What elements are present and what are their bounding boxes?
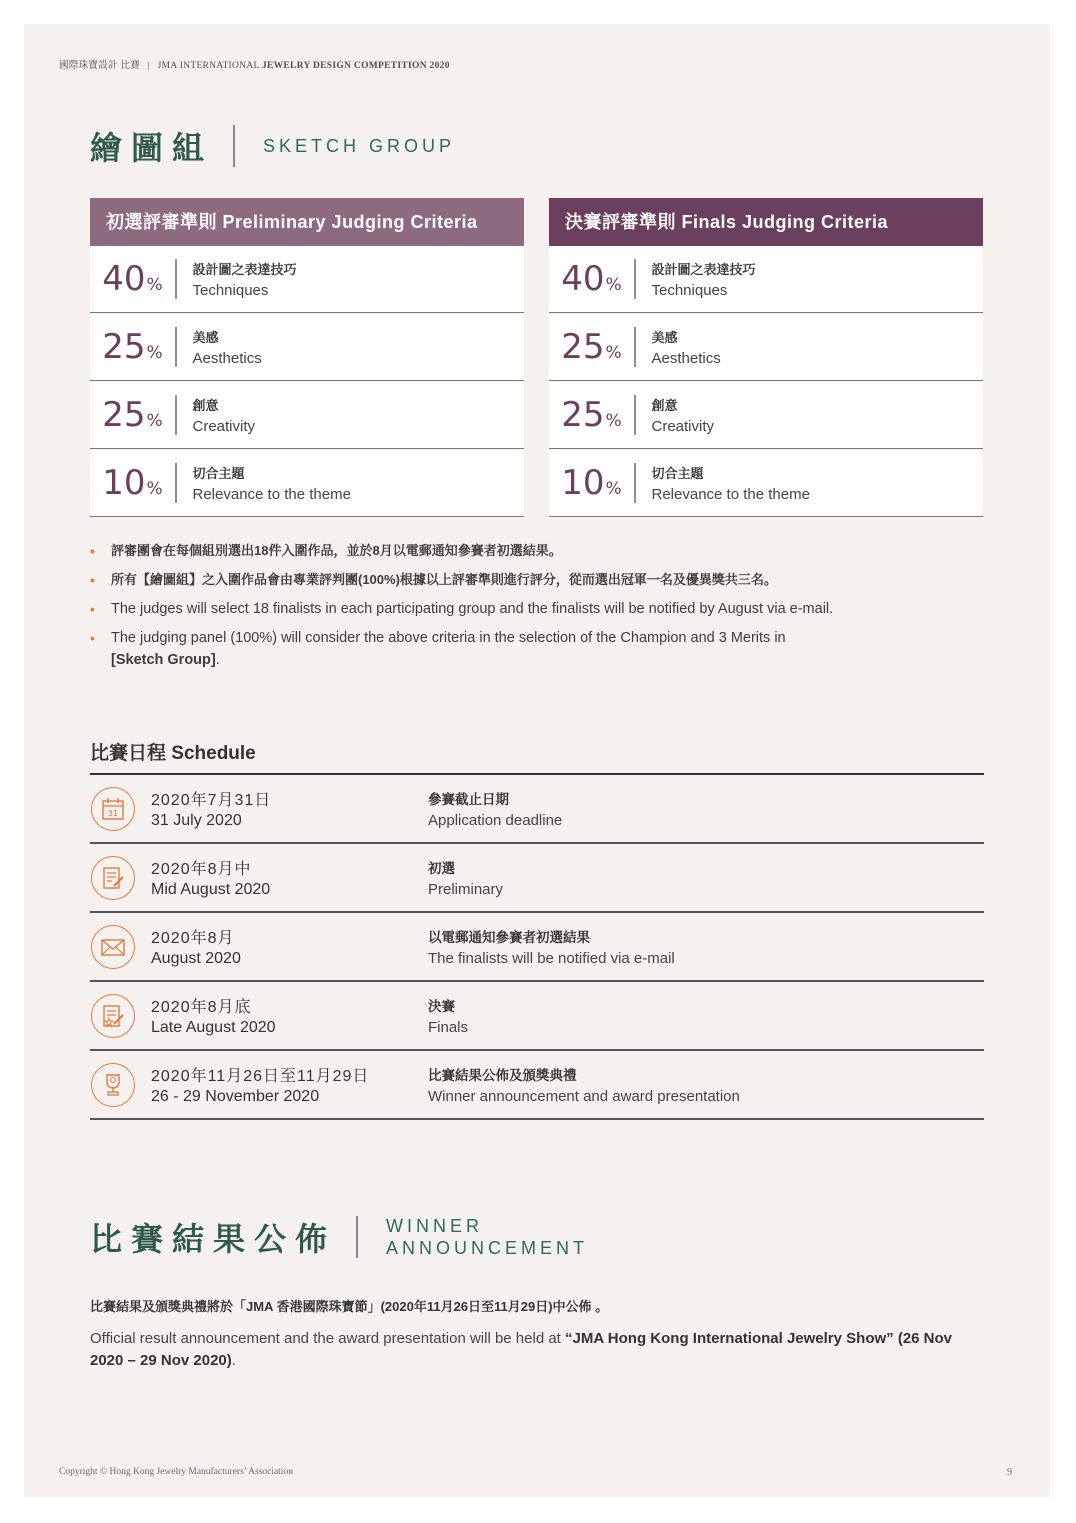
page-number: 9 — [1007, 1467, 1012, 1478]
header-zh: 國際珠寶設計 比賽 — [59, 61, 141, 71]
criteria-label-zh: 創意 — [192, 398, 219, 413]
schedule-title: 比賽日程 Schedule — [90, 743, 256, 764]
criteria-percent — [90, 327, 175, 367]
header-title: JEWELRY DESIGN COMPETITION 2020 — [261, 61, 450, 71]
title-divider — [356, 1216, 358, 1258]
schedule-table — [90, 773, 984, 1120]
judging-notes — [90, 540, 970, 678]
criteria-label-en: Aesthetics — [651, 350, 721, 367]
percent-sign: % — [605, 275, 622, 295]
criteria-label-zh: 設計圖之表達技巧 — [651, 262, 756, 277]
criteria-percent — [90, 463, 175, 503]
schedule-row — [90, 1051, 984, 1120]
finals-criteria-table — [549, 198, 983, 517]
percent-sign: % — [605, 343, 622, 363]
calendar-icon — [91, 787, 135, 831]
criteria-percent — [549, 395, 634, 435]
winner-text-en-pre: Official result announcement and the award presentation will be held at — [90, 1330, 566, 1347]
criteria-percent — [90, 395, 175, 435]
percent-sign: % — [146, 479, 163, 499]
criteria-label-en: Creativity — [651, 418, 715, 435]
sketch-title-zh: 繪圖組 — [90, 129, 214, 167]
note-item: • 評審團會在每個組別選出18件入圍作品，並於8月以電郵通知參賽者初選結果。 — [90, 540, 970, 562]
calendar-day: 31 — [107, 808, 119, 818]
percent-sign: % — [146, 411, 163, 431]
criteria-label-en: Techniques — [651, 282, 728, 299]
copyright-footer: Copyright © Hong Kong Jewelry Manufacturers’ Association — [59, 1467, 293, 1477]
desc-zh: 以電郵通知參賽者初選結果 — [428, 930, 590, 945]
percent-value: 25 — [102, 395, 146, 435]
row-divider — [175, 259, 177, 299]
date-zh: 2020年8月 — [151, 930, 235, 947]
criteria-label-en: Creativity — [192, 418, 256, 435]
percent-sign: % — [146, 275, 163, 295]
note-item: • The judges will select 18 finalists in each participating group and the finalists will be notified by August via e-mail. — [90, 598, 970, 620]
trophy-icon — [91, 1063, 135, 1107]
header-org: JMA INTERNATIONAL — [157, 61, 260, 71]
row-divider — [634, 463, 636, 503]
desc-en: Winner announcement and award presentation — [428, 1088, 740, 1105]
criteria-label-en: Techniques — [192, 282, 269, 299]
desc-zh: 決賽 — [428, 999, 455, 1014]
percent-value: 25 — [561, 395, 605, 435]
date-en: 26 - 29 November 2020 — [151, 1088, 320, 1105]
date-en: 31 July 2020 — [151, 812, 242, 829]
title-divider — [233, 125, 235, 167]
criteria-label-en: Aesthetics — [192, 350, 262, 367]
criteria-row — [549, 382, 983, 449]
winner-title-en-line2: ANNOUNCEMENT — [386, 1238, 589, 1258]
criteria-label-en: Relevance to the theme — [651, 486, 810, 503]
date-en: Mid August 2020 — [151, 881, 271, 898]
date-en: August 2020 — [151, 950, 241, 967]
date-zh: 2020年8月底 — [151, 999, 252, 1016]
row-divider — [175, 395, 177, 435]
date-en: Late August 2020 — [151, 1019, 276, 1036]
desc-en: Finals — [428, 1019, 469, 1036]
sketch-group-title — [90, 123, 455, 169]
desc-zh: 初選 — [428, 861, 455, 876]
percent-value: 25 — [102, 327, 146, 367]
header-separator: | — [147, 61, 150, 71]
winner-title-en — [386, 1215, 588, 1259]
criteria-row — [90, 246, 524, 313]
schedule-row — [90, 982, 984, 1051]
winner-title-zh: 比賽結果公佈 — [90, 1220, 337, 1258]
criteria-percent — [549, 463, 634, 503]
row-divider — [634, 327, 636, 367]
note-item: • 所有【繪圖組】之入圍作品會由專業評判團(100%)根據以上評審準則進行評分，從而選出冠軍一名及優異獎共三名。 — [90, 569, 970, 591]
criteria-label-zh: 美感 — [192, 330, 219, 345]
row-divider — [175, 327, 177, 367]
winner-text-en — [90, 1328, 980, 1372]
criteria-label-zh: 切合主題 — [192, 466, 245, 481]
percent-value: 10 — [561, 463, 605, 503]
desc-zh: 比賽結果公佈及頒獎典禮 — [428, 1068, 577, 1083]
desc-en: Application deadline — [428, 812, 563, 829]
finals-heading: 決賽評審準則 Finals Judging Criteria — [549, 198, 983, 246]
preliminary-criteria-table — [90, 198, 524, 517]
criteria-percent — [90, 259, 175, 299]
winner-title-en-line1: WINNER — [386, 1216, 484, 1236]
percent-value: 40 — [561, 259, 605, 299]
sketch-title-en: SKETCH GROUP — [263, 135, 456, 156]
schedule-row — [90, 844, 984, 913]
running-header — [59, 57, 450, 71]
criteria-row — [90, 382, 524, 449]
document-star-icon — [91, 994, 135, 1038]
criteria-percent — [549, 259, 634, 299]
schedule-row — [90, 775, 984, 844]
percent-sign: % — [605, 411, 622, 431]
percent-value: 25 — [561, 327, 605, 367]
preliminary-heading: 初選評審準則 Preliminary Judging Criteria — [90, 198, 524, 246]
row-divider — [634, 259, 636, 299]
winner-text-zh: 比賽結果及頒獎典禮將於「JMA 香港國際珠寶節」(2020年11月26日至11月29日)中公佈 。 — [90, 1299, 609, 1314]
winner-text-en-post: . — [231, 1352, 236, 1369]
page — [24, 24, 1050, 1497]
percent-sign: % — [146, 343, 163, 363]
criteria-row — [549, 314, 983, 381]
envelope-icon — [91, 925, 135, 969]
criteria-row — [549, 246, 983, 313]
date-zh: 2020年11月26日至11月29日 — [151, 1068, 370, 1085]
row-divider — [175, 463, 177, 503]
row-divider — [634, 395, 636, 435]
criteria-row — [549, 450, 983, 517]
percent-value: 10 — [102, 463, 146, 503]
document-pencil-icon — [91, 856, 135, 900]
winner-text-en-bold: “JMA Hong Kong International Jewelry Show” (26 Nov 2020 – 29 Nov 2020) — [90, 1330, 953, 1369]
percent-value: 40 — [102, 259, 146, 299]
criteria-label-zh: 美感 — [651, 330, 678, 345]
winner-announcement-text — [90, 1296, 980, 1372]
date-zh: 2020年8月中 — [151, 861, 252, 878]
criteria-row — [90, 314, 524, 381]
criteria-label-en: Relevance to the theme — [192, 486, 351, 503]
criteria-row — [90, 450, 524, 517]
desc-en: Preliminary — [428, 881, 504, 898]
percent-sign: % — [605, 479, 622, 499]
note-item — [90, 627, 970, 671]
desc-en: The finalists will be notified via e-mail — [428, 950, 675, 967]
note-group-name: [Sketch Group] — [111, 652, 216, 668]
criteria-label-zh: 設計圖之表達技巧 — [192, 262, 297, 277]
date-zh: 2020年7月31日 — [151, 792, 272, 809]
criteria-label-zh: 切合主題 — [651, 466, 704, 481]
winner-announcement-title — [90, 1214, 588, 1260]
desc-zh: 參賽截止日期 — [428, 792, 509, 807]
note-text: The judging panel (100%) will consider the above criteria in the selection of the Champion and 3 Merits in — [111, 630, 786, 646]
schedule-row — [90, 913, 984, 982]
criteria-label-zh: 創意 — [651, 398, 678, 413]
note-period: . — [215, 652, 220, 668]
criteria-percent — [549, 327, 634, 367]
